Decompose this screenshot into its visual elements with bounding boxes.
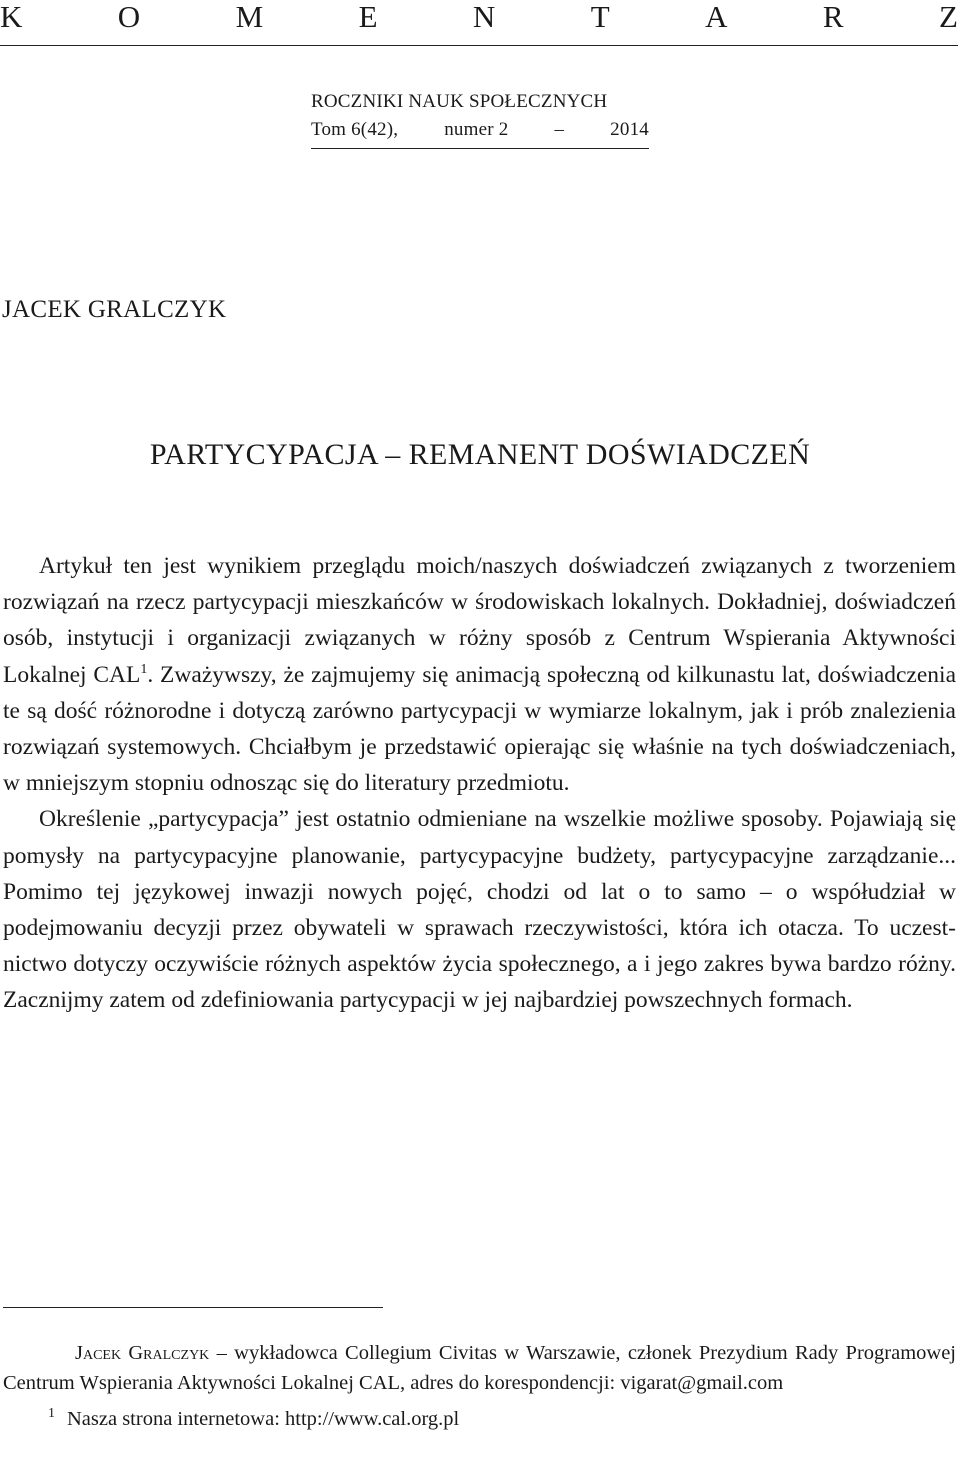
section-letter: N	[472, 0, 496, 34]
footnote-item	[3, 1404, 956, 1434]
section-letter: R	[822, 0, 844, 34]
footnote-rule	[3, 1307, 383, 1308]
footnote-text: Nasza strona internetowa: http://www.cal.org.pl	[67, 1408, 460, 1430]
journal-masthead	[311, 88, 649, 144]
footnote-number: 1	[48, 1406, 55, 1422]
paragraph-text: Określenie „partycypacja” jest ostatnio odmieniane na wszelkie możliwe sposoby. Pojawiają się pomysły na partycypacyjne planowanie, partycypacyjne budżety, partycypacyjne zarządzanie... Pomimo tej językowej inwazji nowych pojęć, chodzi od lat o to samo – o współudział w podejmowaniu decyzji przez obywateli w sprawach rzeczywistości, która ich otacza. To uczestnictwo dotyczy oczywiście różnych aspektów życia społecznego, a i jego zakres bywa bardzo różny. Zacznijmy zatem od zdefiniowania partycypacji w jej najbardziej powszechnych formach.	[3, 806, 956, 1014]
section-header	[0, 0, 958, 34]
section-letter: A	[705, 0, 728, 34]
header-rule	[0, 45, 958, 46]
article-title: PARTYCYPACJA – REMANENT DOŚWIADCZEŃ	[149, 438, 811, 471]
paragraph-text: . Zważywszy, że zajmujemy się animacją społeczną od kilkunastu lat, doświadczenia te są dość różnorodne i dotyczą zarówno partycypacji w wymiarze lokalnym, jak i prób znalezienia rozwiązań systemowych. Chciałbym je przedstawić opierając się właśnie na tych doświadczeniach, w mniejszym stopniu odnosząc się do literatury przedmiotu.	[3, 661, 956, 797]
volume-dash: –	[554, 119, 565, 140]
issue-number: numer 2	[444, 119, 509, 140]
volume-number: Tom 6(42),	[311, 119, 399, 140]
article-author: JACEK GRALCZYK	[2, 296, 227, 323]
article-body	[3, 548, 956, 1019]
section-letter: T	[590, 0, 610, 34]
author-footnote	[3, 1338, 956, 1398]
footnote-reference: 1	[140, 661, 148, 677]
section-letter: E	[358, 0, 378, 34]
body-paragraph	[3, 801, 956, 1018]
section-letter: O	[117, 0, 141, 34]
paragraph-text: Artykuł ten jest wynikiem przeglądu moich/naszych doświadczeń związanych z tworzeniem rozwiązań na rzecz partycypacji mieszkańców w środowiskach lokalnych. Dokładniej, doświadczeń osób, instytucji i organizacji związanych w różny sposób z Centrum Wspierania Aktywności Lokalnej CAL	[3, 553, 956, 688]
footnotes	[3, 1338, 956, 1434]
footnote-author-name: Jacek Gralczyk	[75, 1342, 210, 1364]
body-paragraph	[3, 548, 956, 801]
publication-year: 2014	[610, 119, 649, 140]
masthead-rule	[311, 148, 649, 149]
section-letter: K	[0, 0, 23, 34]
footnote-author-text: – wykładowca Collegium Civitas w Warszawie, członek Prezydium Rady Programowej Centrum Wspierania Aktywności Lokalnej CAL, adres do korespondencji: vigarat@gmail.com	[3, 1342, 956, 1394]
section-letter: Z	[938, 0, 958, 34]
section-letter: M	[235, 0, 264, 34]
journal-name: ROCZNIKI NAUK SPOŁECZNYCH	[311, 91, 608, 112]
volume-line	[311, 116, 649, 144]
